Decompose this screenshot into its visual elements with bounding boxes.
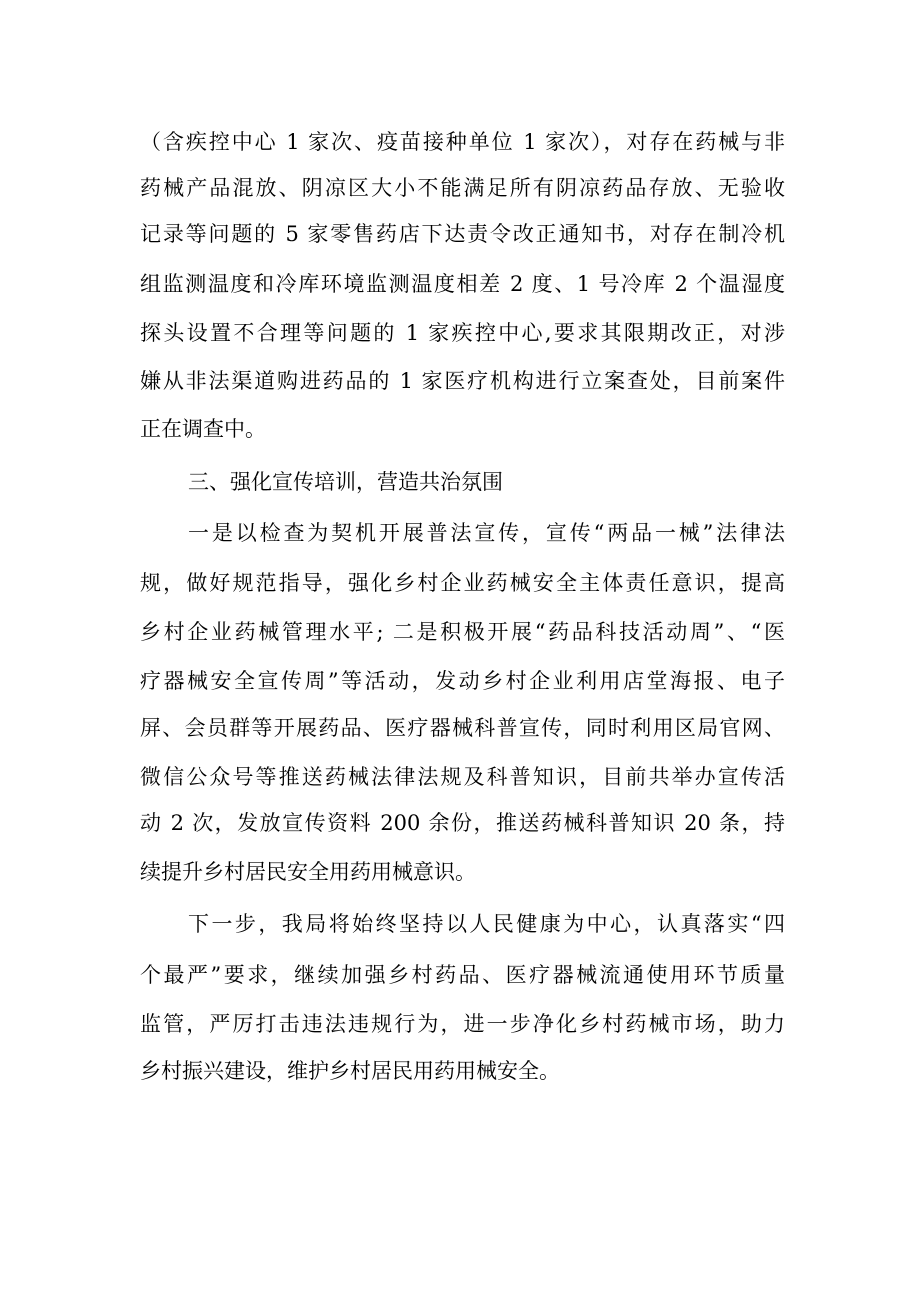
paragraph-line: 规，做好规范指导，强化乡村企业药械安全主体责任意识，提高 [140,571,785,595]
section-heading: 三、强化宣传培训，营造共治氛围 [188,470,503,494]
paragraph-line: （含疾控中心 1 家次、疫苗接种单位 1 家次），对存在药械与非 [140,130,785,154]
paragraph-line: 组监测温度和冷库环境监测温度相差 2 度、1 号冷库 2 个温湿度 [140,272,785,296]
paragraph-line: 下一步，我局将始终坚持以人民健康为中心，认真落实“四 [188,912,785,936]
paragraph-line: 动 2 次，发放宣传资料 200 余份，推送药械科普知识 20 条，持 [140,811,785,835]
paragraph-line: 正在调查中。 [140,417,266,441]
paragraph-line: 监管，严厉打击违法违规行为，进一步净化乡村药械市场，助力 [140,1012,785,1036]
paragraph-line: 探头设置不合理等问题的 1 家疾控中心,要求其限期改正，对涉 [140,321,785,345]
paragraph-line: 乡村企业药械管理水平; 二是积极开展“药品科技活动周”、“医 [140,620,785,644]
paragraph-line: 微信公众号等推送药械法律法规及科普知识，目前共举办宣传活 [140,765,785,789]
paragraph-line: 一是以检查为契机开展普法宣传，宣传“两品一械”法律法 [188,521,785,545]
paragraph-line: 个最严”要求，继续加强乡村药品、医疗器械流通使用环节质量 [140,963,785,987]
paragraph-line: 续提升乡村居民安全用药用械意识。 [140,860,476,884]
paragraph-line: 屏、会员群等开展药品、医疗器械科普宣传，同时利用区局官网、 [140,716,785,740]
paragraph-line: 嫌从非法渠道购进药品的 1 家医疗机构进行立案查处，目前案件 [140,369,785,393]
paragraph-line: 记录等问题的 5 家零售药店下达责令改正通知书，对存在制冷机 [140,222,785,246]
paragraph-line: 疗器械安全宣传周”等活动，发动乡村企业利用店堂海报、电子 [140,669,785,693]
paragraph-line: 乡村振兴建设，维护乡村居民用药用械安全。 [140,1059,560,1083]
paragraph-line: 药械产品混放、阴凉区大小不能满足所有阴凉药品存放、无验收 [140,176,785,200]
